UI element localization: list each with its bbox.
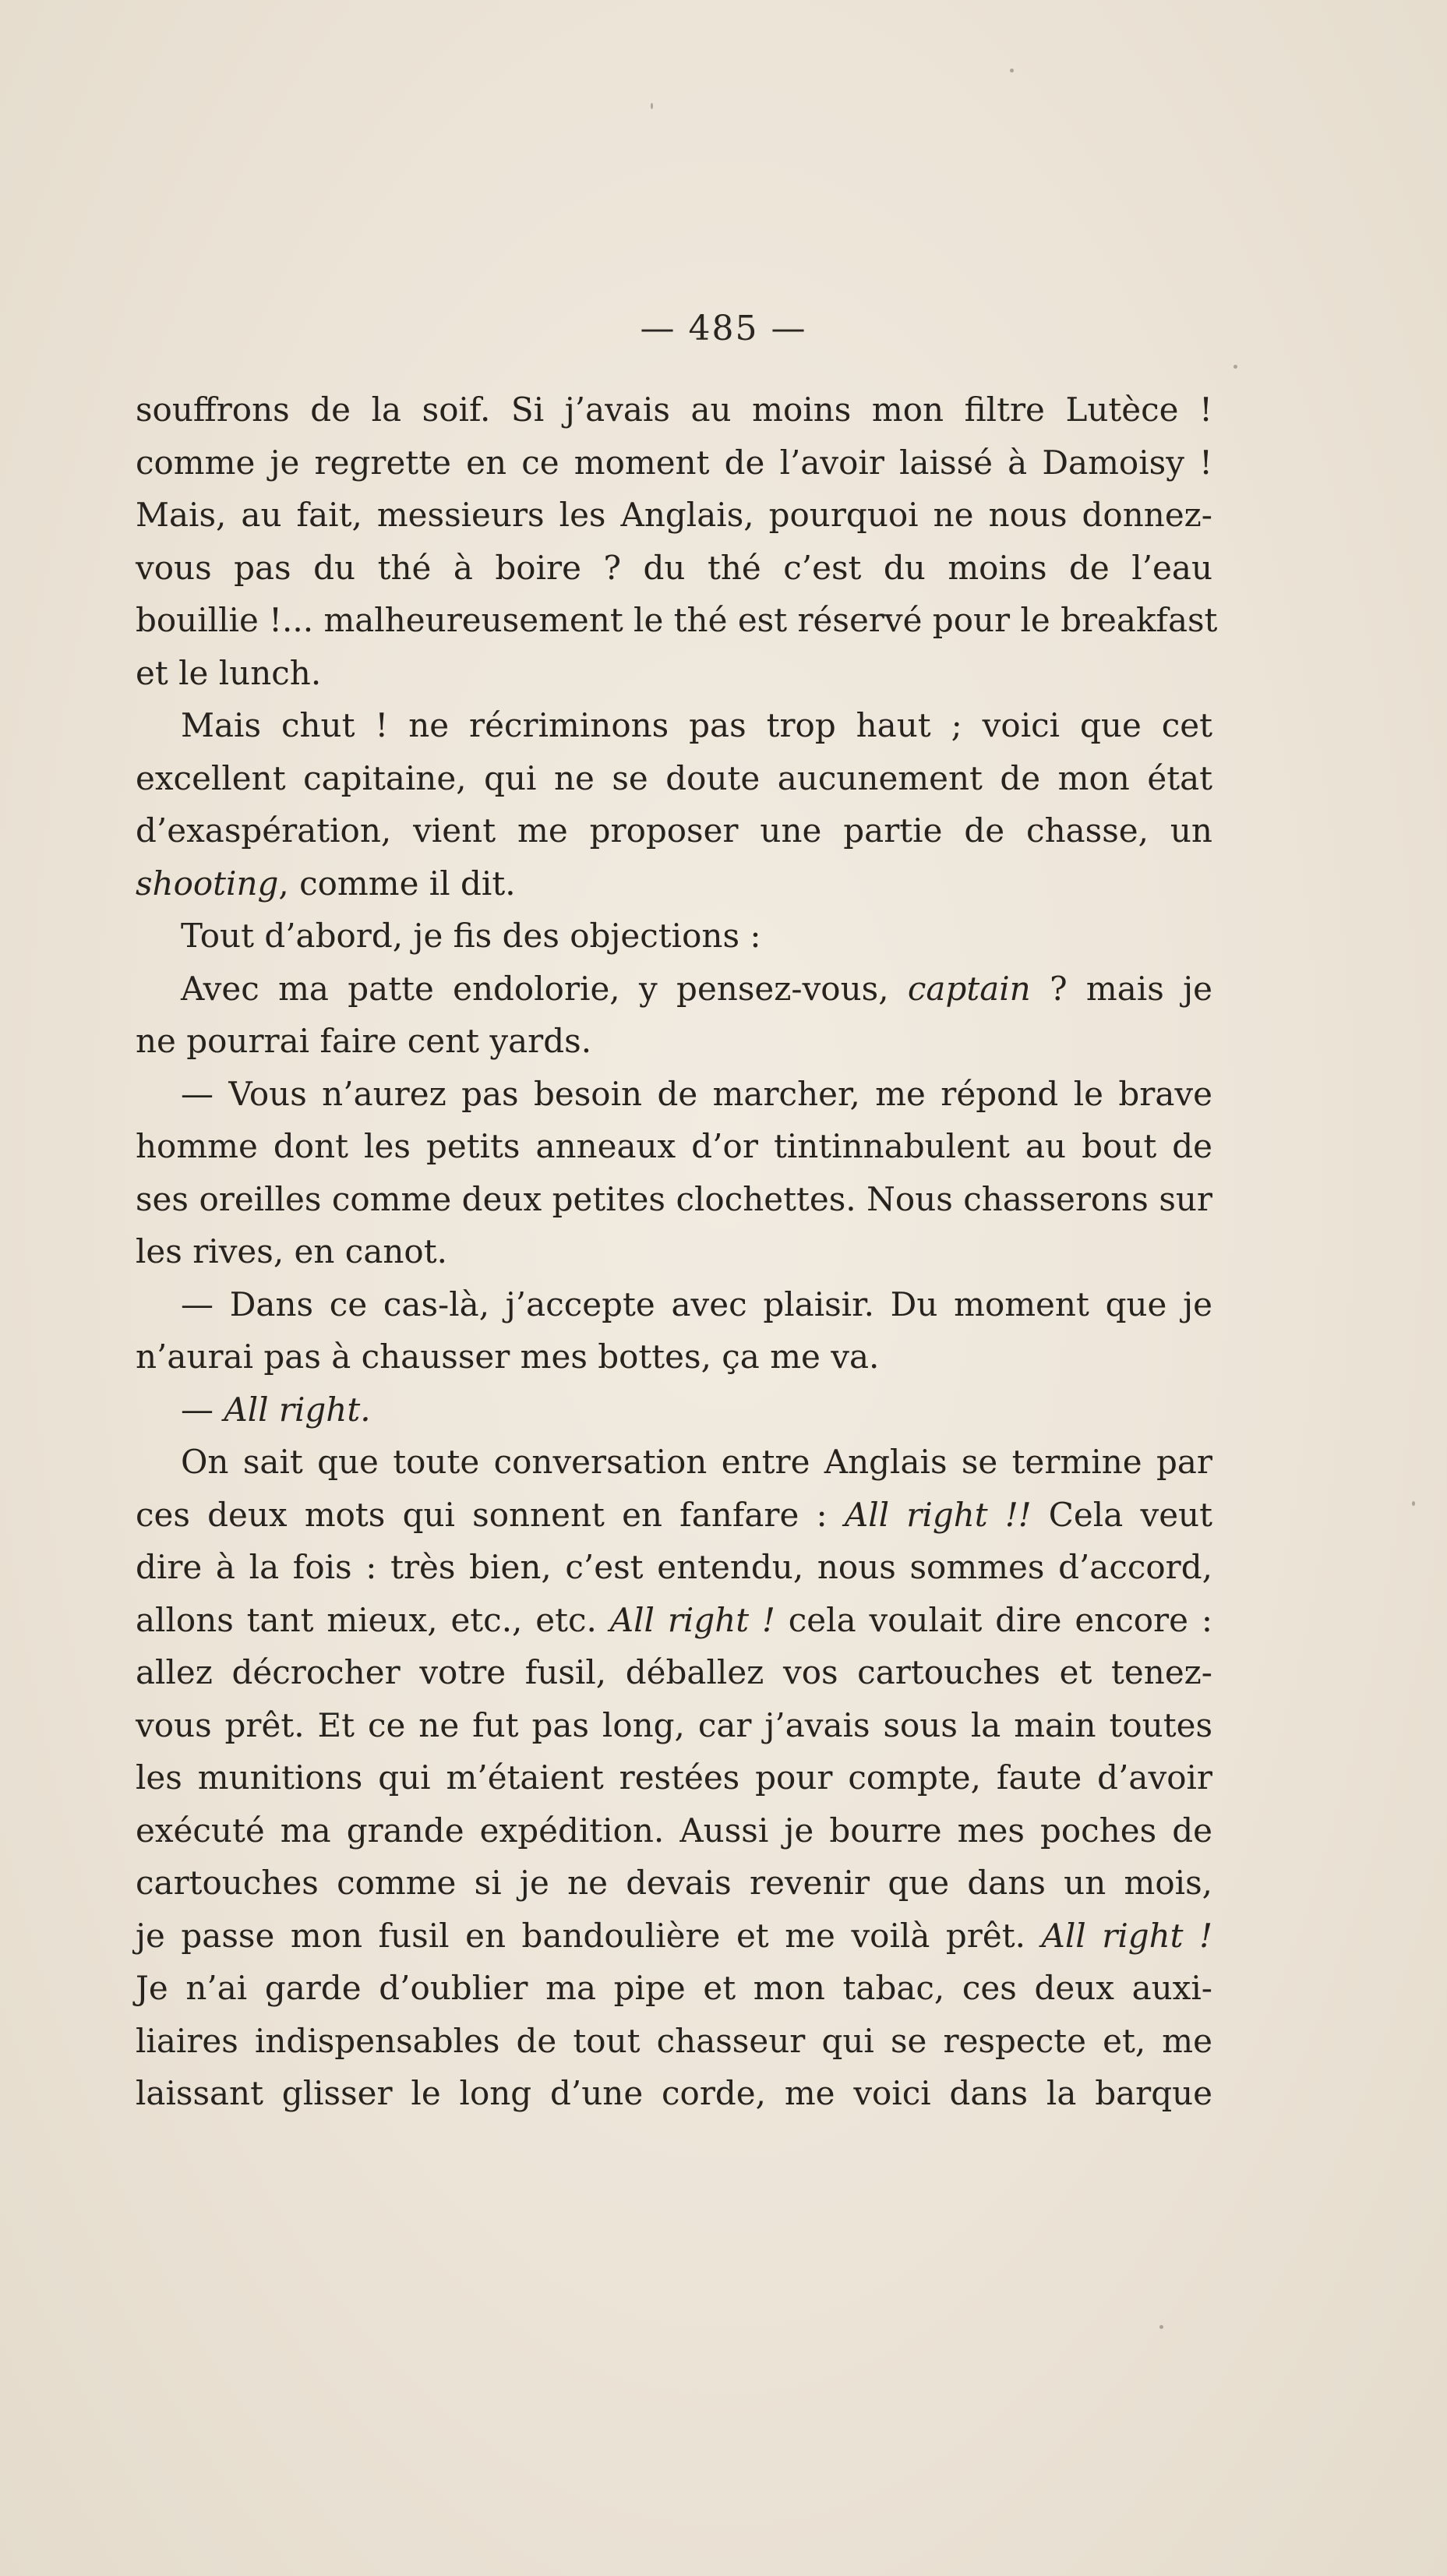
text-segment: Cela veut <box>1031 1495 1212 1534</box>
text-line: allez décrocher votre fusil, déballez vos cartouches et tenez- <box>136 1653 1212 1691</box>
body-text <box>136 383 1218 2120</box>
text-segment: Avec ma patte endolorie, y pensez-vous, <box>181 969 908 1008</box>
text-line: n’aurai pas à chausser mes bottes, ça me va. <box>136 1337 880 1376</box>
text-segment: — <box>181 1390 224 1429</box>
text-line <box>136 1489 1212 1542</box>
text-line: vous pas du thé à boire ? du thé c’est du moins de l’eau <box>136 548 1212 587</box>
italic-word: All right. <box>224 1390 371 1429</box>
text-segment: , comme il dit. <box>278 864 516 903</box>
text-line <box>136 1594 1212 1647</box>
text-line: ses oreilles comme deux petites clochettes. Nous chasserons sur <box>136 1179 1212 1218</box>
paper-speck <box>651 103 653 109</box>
text-line: souffrons de la soif. Si j’avais au moins mon filtre Lutèce ! <box>136 390 1212 429</box>
text-line: exécuté ma grande expédition. Aussi je bourre mes poches de <box>136 1811 1212 1850</box>
text-line: homme dont les petits anneaux d’or tintinnabulent au bout de <box>136 1127 1212 1165</box>
text-segment: cela voulait dire encore : <box>775 1600 1212 1639</box>
text-segment: ? mais je <box>1030 969 1212 1008</box>
text-line: les rives, en canot. <box>136 1232 447 1270</box>
text-line: comme je regrette en ce moment de l’avoir laissé à Damoisy ! <box>136 443 1212 482</box>
text-line: les munitions qui m’étaient restées pour compte, faute d’avoir <box>136 1758 1212 1797</box>
text-line: bouillie !... malheureusement le thé est réservé pour le breakfast <box>136 601 1218 639</box>
italic-word: All right ! <box>1041 1916 1212 1955</box>
italic-word: shooting <box>136 864 279 903</box>
text-line <box>136 1910 1212 1963</box>
text-line: Tout d’abord, je fis des objections : <box>181 917 761 955</box>
paper-speck <box>1412 1501 1415 1506</box>
text-line: cartouches comme si je ne devais revenir que dans un mois, <box>136 1864 1212 1902</box>
text-line: dire à la fois : très bien, c’est entendu, nous sommes d’accord, <box>136 1548 1212 1586</box>
text-line: excellent capitaine, qui ne se doute aucunement de mon état <box>136 758 1212 797</box>
text-line: liaires indispensables de tout chasseur qui se respecte et, me <box>136 2021 1212 2060</box>
text-line: d’exaspération, vient me proposer une partie de chasse, un <box>136 811 1212 850</box>
text-line: Je n’ai garde d’oublier ma pipe et mon tabac, ces deux auxi- <box>136 1969 1212 2007</box>
text-line: vous prêt. Et ce ne fut pas long, car j’avais sous la main toutes <box>136 1705 1212 1744</box>
page-number: — 485 — <box>640 309 807 348</box>
paper-speck <box>1159 2325 1163 2329</box>
text-line: Mais chut ! ne récriminons pas trop haut ; voici que cet <box>181 706 1212 744</box>
text-line <box>136 857 1212 910</box>
italic-word: All right !! <box>844 1495 1032 1534</box>
italic-word: All right ! <box>609 1600 775 1639</box>
paper-speck <box>1233 365 1237 369</box>
text-segment: allons tant mieux, etc., etc. <box>136 1600 610 1639</box>
text-line: ne pourrai faire cent yards. <box>136 1022 592 1060</box>
text-segment: je passe mon fusil en bandoulière et me voilà prêt. <box>136 1916 1042 1955</box>
text-line: et le lunch. <box>136 653 322 692</box>
paper-speck <box>1010 69 1014 72</box>
text-line: — Dans ce cas-là, j’accepte avec plaisir. Du moment que je <box>181 1284 1212 1323</box>
text-line: On sait que toute conversation entre Anglais se termine par <box>181 1443 1212 1481</box>
italic-word: captain <box>907 969 1031 1008</box>
text-segment: ces deux mots qui sonnent en fanfare : <box>136 1495 845 1534</box>
text-line <box>136 1383 1212 1436</box>
text-line: laissant glisser le long d’une corde, me voici dans la barque <box>136 2074 1212 2112</box>
text-line: Mais, au fait, messieurs les Anglais, pourquoi ne nous donnez- <box>136 496 1212 534</box>
text-line: — Vous n’aurez pas besoin de marcher, me répond le brave <box>181 1074 1212 1113</box>
text-line <box>136 963 1212 1016</box>
